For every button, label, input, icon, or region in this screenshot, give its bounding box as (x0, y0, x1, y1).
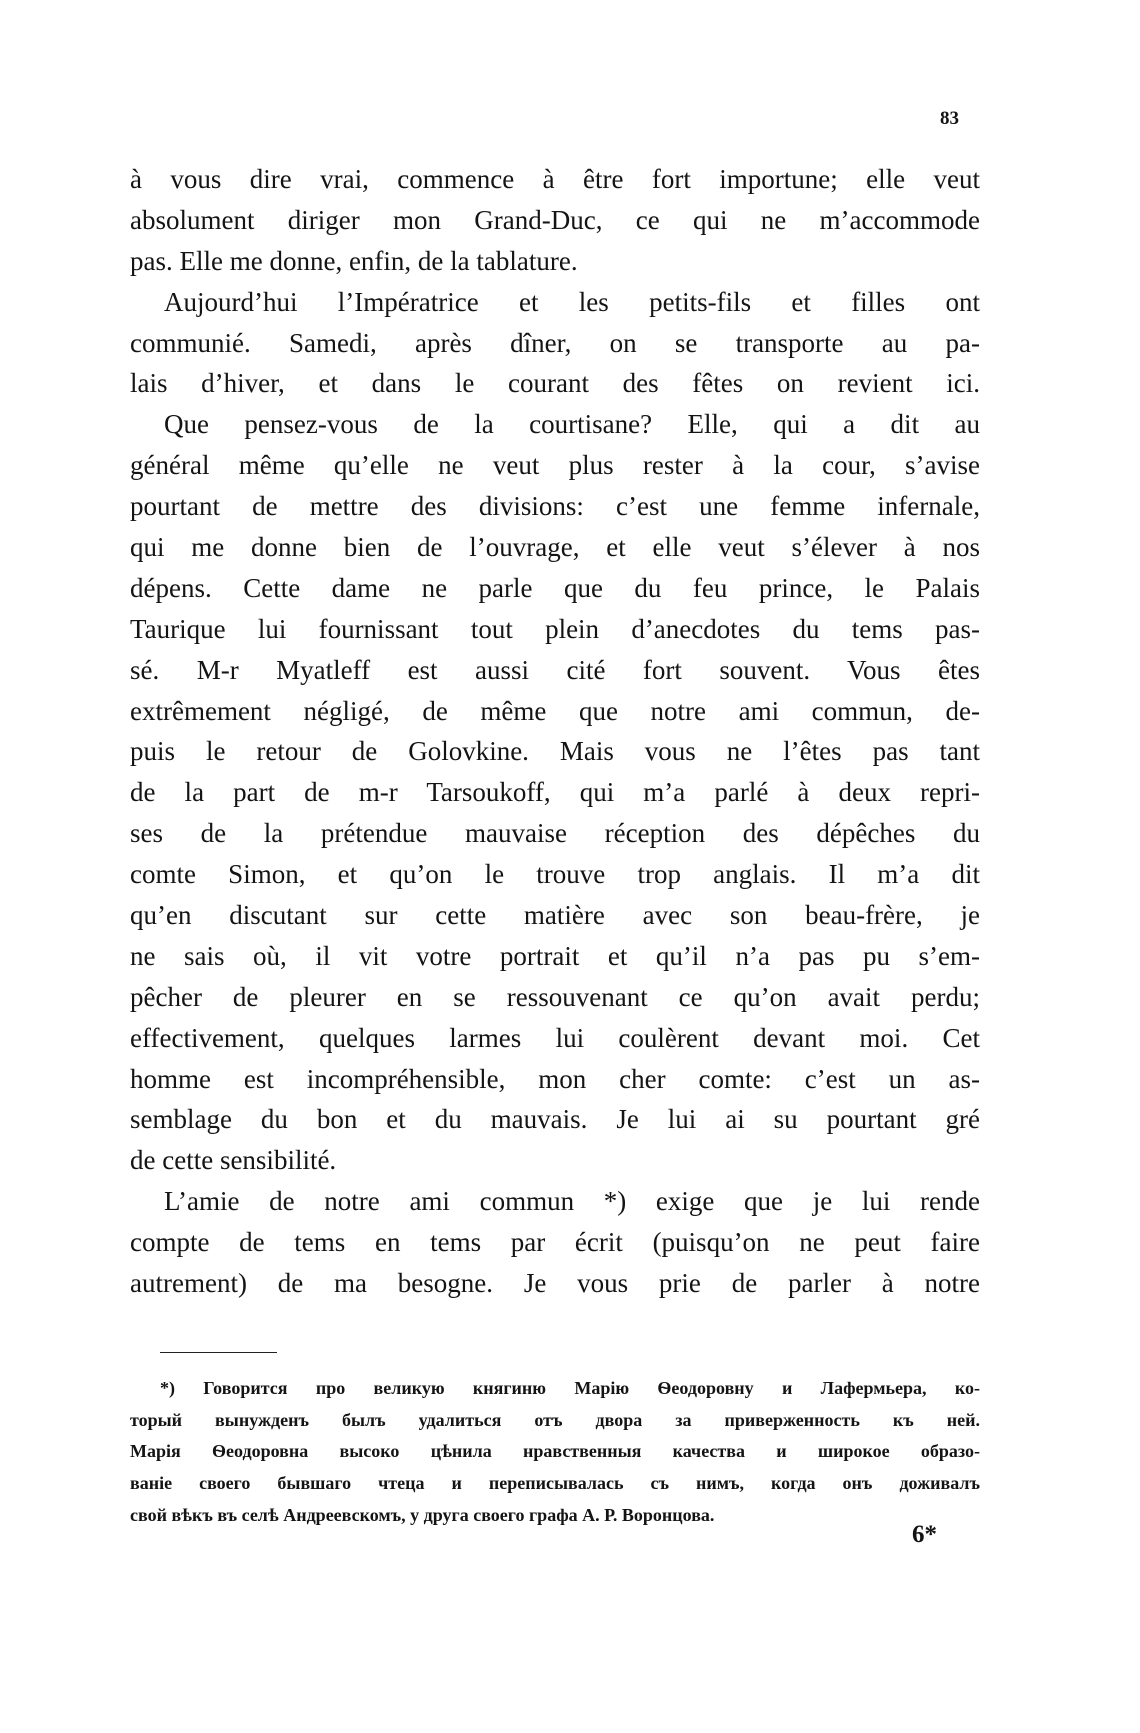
text-line: pourtant de mettre des divisions: c’est une femme infernale, (130, 491, 980, 522)
text-line: qui me donne bien de l’ouvrage, et elle veut s’élever à nos (130, 532, 980, 563)
text-line: Que pensez-vous de la courtisane? Elle, qui a dit au (164, 409, 980, 440)
text-line: absolument diriger mon Grand-Duc, ce qui ne m’accommode (130, 204, 980, 235)
footnote-line: Марія Ѳеодоровна высоко цѣнила нравственныя качества и широкое образо- (130, 1441, 980, 1462)
text-line: Taurique lui fournissant tout plein d’anecdotes du tems pas- (130, 613, 980, 644)
text-line: dépens. Cette dame ne parle que du feu prince, le Palais (130, 572, 980, 603)
text-line: ne sais où, il vit votre portrait et qu’il n’a pas pu s’em- (130, 940, 980, 971)
text-line: L’amie de notre ami commun *) exige que je lui rende (164, 1186, 980, 1217)
text-line: ses de la prétendue mauvaise réception des dépêches du (130, 818, 980, 849)
footnote-line: *) Говорится про великую княгиню Марію Ѳеодоровну и Лафермьера, ко- (160, 1378, 980, 1398)
text-line: de cette sensibilité. (130, 1145, 337, 1176)
text-line: effectivement, quelques larmes lui coulèrent devant moi. Cet (130, 1022, 980, 1053)
text-line: pêcher de pleurer en se ressouvenant ce qu’on avait perdu; (130, 981, 980, 1012)
text-line: pas. Elle me donne, enfin, de la tablature. (130, 245, 578, 276)
signature-mark: 6* (912, 1521, 937, 1548)
text-line: sé. M-r Myatleff est aussi cité fort souvent. Vous êtes (130, 654, 980, 685)
footnote-rule (160, 1352, 277, 1353)
text-line: lais d’hiver, et dans le courant des fêtes on revient ici. (130, 368, 980, 399)
footnotes (130, 1373, 980, 1531)
text-line: de la part de m-r Tarsoukoff, qui m’a parlé à deux repri- (130, 777, 980, 808)
text-line: extrêmement négligé, de même que notre ami commun, de- (130, 695, 980, 726)
text-line: puis le retour de Golovkine. Mais vous ne l’êtes pas tant (130, 736, 980, 767)
text-line: compte de tems en tems par écrit (puisqu’on ne peut faire (130, 1227, 980, 1258)
footnote-line: торый вынужденъ былъ удалиться отъ двора за приверженность къ ней. (130, 1409, 980, 1430)
body-text (130, 159, 980, 1304)
text-line: semblage du bon et du mauvais. Je lui ai su pourtant gré (130, 1104, 980, 1135)
text-line: communié. Samedi, après dîner, on se transporte au pa- (130, 327, 980, 358)
text-line: qu’en discutant sur cette matière avec son beau-frère, je (130, 900, 980, 931)
footnote-line: ваніе своего бывшаго чтеца и переписывалась съ нимъ, когда онъ доживалъ (130, 1473, 980, 1494)
page-number: 83 (940, 108, 959, 129)
footnote-line: свой вѣкъ въ селѣ Андреевскомъ, у друга своего графа А. Р. Воронцова. (130, 1504, 715, 1525)
text-line: comte Simon, et qu’on le trouve trop anglais. Il m’a dit (130, 859, 980, 890)
text-line: Aujourd’hui l’Impératrice et les petits-fils et filles ont (164, 286, 980, 317)
text-line: homme est incompréhensible, mon cher comte: c’est un as- (130, 1063, 980, 1094)
text-line: général même qu’elle ne veut plus rester à la cour, s’avise (130, 450, 980, 481)
text-line: à vous dire vrai, commence à être fort importune; elle veut (130, 164, 980, 194)
text-line: autrement) de ma besogne. Je vous prie de parler à notre (130, 1268, 980, 1299)
